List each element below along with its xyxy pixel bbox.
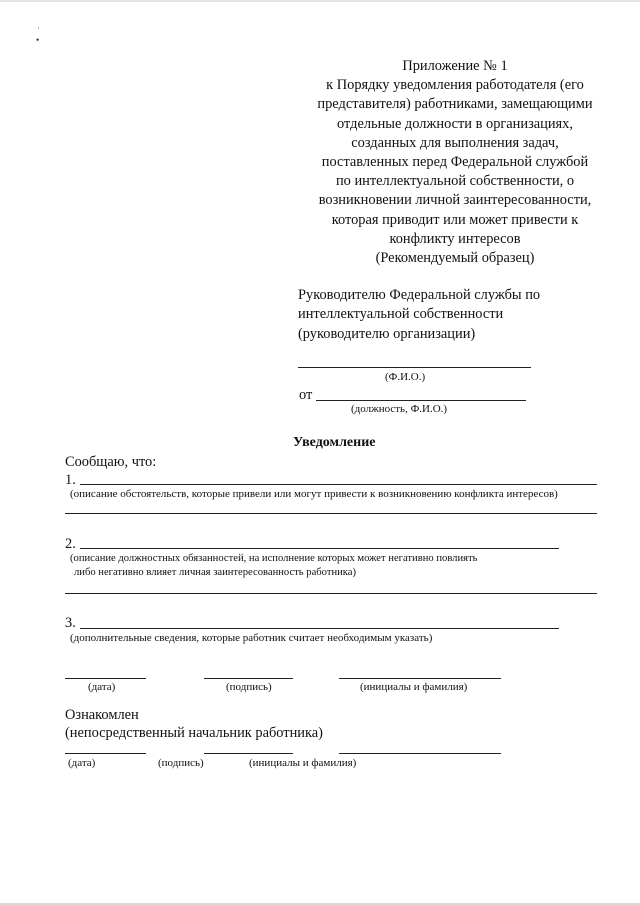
item-2-caption-line: (описание должностных обязанностей, на исполнение которых может негативно повлиять (70, 553, 478, 564)
appendix-line: отдельные должности в организациях, (337, 115, 573, 132)
item-3-line[interactable] (80, 628, 559, 629)
item-2-caption-line: либо негативно влияет личная заинтересованность работника) (74, 566, 357, 578)
supervisor-role: (непосредственный начальник работника) (65, 725, 323, 741)
scan-edge-top (0, 0, 640, 2)
ack-date-caption: (дата) (68, 757, 96, 769)
item-2-line[interactable] (80, 548, 559, 549)
appendix-line: к Порядку уведомления работодателя (его (326, 77, 584, 94)
appendix-line: поставленных перед Федеральной службой (321, 154, 589, 171)
fio-line[interactable] (298, 367, 531, 368)
appendix-line: по интеллектуальной собственности, о (335, 173, 575, 190)
appendix-line: конфликту интересов (389, 230, 521, 247)
position-caption: (должность, Ф.И.О.) (351, 403, 448, 415)
fio-caption: (Ф.И.О.) (385, 371, 426, 383)
notice-intro: Сообщаю, что: (65, 454, 157, 470)
signature-caption: (подпись) (226, 681, 272, 693)
date-caption: (дата) (88, 681, 116, 693)
date-line[interactable] (65, 678, 146, 679)
ack-signature-caption: (подпись) (158, 757, 204, 769)
scan-speck: ˙ (37, 26, 40, 36)
item-3-caption: (дополнительные сведения, которые работник считает необходимым указать) (70, 632, 433, 644)
item-1-extra-line[interactable] (65, 513, 597, 514)
ack-name-line[interactable] (339, 753, 501, 754)
sample-note: (Рекомендуемый образец) (375, 250, 535, 266)
name-caption: (инициалы и фамилия) (360, 681, 468, 693)
ack-signature-line[interactable] (204, 753, 293, 754)
appendix-number: Приложение № 1 (402, 58, 508, 74)
item-2-number: 2. (65, 536, 76, 552)
appendix-line: возникновении личной заинтересованности, (318, 192, 592, 209)
item-1-line[interactable] (80, 484, 597, 485)
addressee-line: Руководителю Федеральной службы по (298, 287, 541, 303)
signature-line[interactable] (204, 678, 293, 679)
addressee-line: интеллектуальной собственности (298, 306, 504, 323)
notice-title: Уведомление (293, 435, 376, 450)
ack-date-line[interactable] (65, 753, 146, 754)
addressee-block (298, 286, 540, 344)
from-label: от (299, 387, 313, 403)
appendix-line: представителя) работниками, замещающими (317, 96, 593, 113)
scan-speck: • (36, 35, 40, 45)
acknowledged-label: Ознакомлен (65, 707, 139, 723)
item-2-extra-line[interactable] (65, 593, 597, 594)
item-3-number: 3. (65, 615, 76, 631)
name-line[interactable] (339, 678, 501, 679)
appendix-line: которая приводит или может привести к (331, 211, 579, 228)
ack-name-caption: (инициалы и фамилия) (249, 757, 357, 769)
addressee-line: (руководителю организации) (298, 325, 476, 342)
appendix-header (300, 57, 610, 249)
item-1-number: 1. (65, 472, 76, 488)
appendix-line: созданных для выполнения задач, (351, 134, 559, 151)
from-line[interactable] (316, 400, 526, 401)
item-1-caption: (описание обстоятельств, которые привели или могут привести к возникновению конфликта интересов) (70, 488, 558, 500)
item-2-caption (70, 552, 477, 579)
